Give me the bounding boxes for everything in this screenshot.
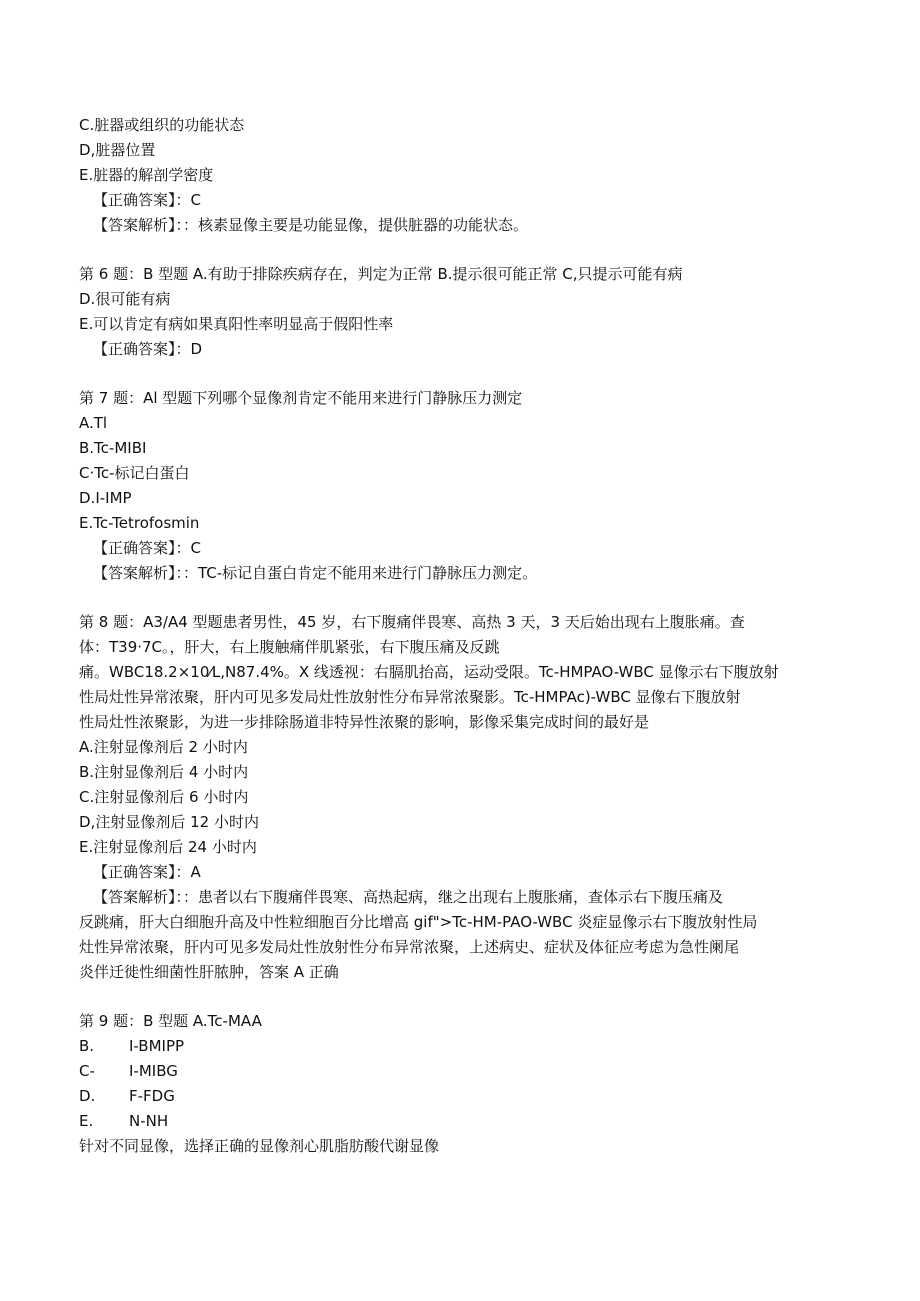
question-title: 第 6 题：B 型题 A.有助于排除疾病存在，判定为正常 B.提示很可能正常 C,只提示可能有病 <box>79 265 683 283</box>
option-key: C- <box>79 1062 95 1080</box>
spacer <box>79 985 849 1009</box>
correct-answer: 【正确答案】：C <box>93 191 201 209</box>
spacer <box>79 362 849 386</box>
option-line: B.Tc-MIBI <box>79 439 147 457</box>
option-line: D.很可能有病 <box>79 290 171 308</box>
option-text: I-BMIPP <box>129 1037 185 1055</box>
question-7 <box>79 386 849 586</box>
option-key: E. <box>79 1112 94 1130</box>
answer-explanation: 【答案解析】：：TC-标记自蛋白肯定不能用来进行门静脉压力测定。 <box>93 564 538 582</box>
question-stem: 针对不同显像，选择正确的显像剂心肌脂肪酸代谢显像 <box>79 1137 440 1155</box>
question-text: 性局灶性浓聚影，为进一步排除肠道非特异性浓聚的影响，影像采集完成时间的最好是 <box>79 713 650 731</box>
answer-explanation: 反跳痛，肝大白细胞升高及中性粒细胞百分比增高 gif">Tc-HM-PAO-WBC 炎症显像示右下腹放射性局 <box>79 913 758 931</box>
option-key: B. <box>79 1037 95 1055</box>
question-text: 痛。WBC18.2×10⁄L,N87.4%。X 线透视：右膈肌抬高，运动受限。Tc-HMPAO-WBC 显像示右下腹放射 <box>79 663 779 681</box>
question-text: 体：T39·7C。，肝大，右上腹触痛伴肌紧张，右下腹压痛及反跳 <box>79 638 500 656</box>
question-8 <box>79 610 849 985</box>
option-line: E.注射显像剂后 24 小时内 <box>79 838 257 856</box>
option-text: N-NH <box>129 1112 169 1130</box>
answer-explanation: 【答案解析】：：患者以右下腹痛伴畏寒、高热起病，继之出现右上腹胀痛，查体示右下腹压痛及 <box>93 888 724 906</box>
option-line: E.脏器的解剖学密度 <box>79 166 214 184</box>
question-5-tail <box>79 113 849 238</box>
option-line: A.注射显像剂后 2 小时内 <box>79 738 248 756</box>
option-line: C.注射显像剂后 6 小时内 <box>79 788 249 806</box>
option-row <box>79 1109 849 1134</box>
option-row <box>79 1059 849 1084</box>
correct-answer: 【正确答案】：A <box>93 863 201 881</box>
question-6 <box>79 262 849 362</box>
document-page <box>79 113 849 1159</box>
answer-explanation: 灶性异常浓聚，肝内可见多发局灶性放射性分布异常浓聚，上述病史、症状及体征应考虑为急性阑尾 <box>79 938 740 956</box>
question-title: 第 9 题：B 型题 A.Tc-MAA <box>79 1012 262 1030</box>
option-line: E.Tc-Tetrofosmin <box>79 514 200 532</box>
option-line: D,脏器位置 <box>79 141 156 159</box>
option-line: B.注射显像剂后 4 小时内 <box>79 763 249 781</box>
option-row <box>79 1084 849 1109</box>
option-text: I-MIBG <box>129 1062 178 1080</box>
spacer <box>79 238 849 262</box>
spacer <box>79 586 849 610</box>
option-line: C·Tc-标记白蛋白 <box>79 464 190 482</box>
option-line: C.脏器或组织的功能状态 <box>79 116 245 134</box>
answer-explanation: 炎伴迁徙性细菌性肝脓肿，答案 A 正确 <box>79 963 339 981</box>
answer-explanation: 【答案解析】：：核素显像主要是功能显像，提供脏器的功能状态。 <box>93 216 529 234</box>
option-line: D,注射显像剂后 12 小时内 <box>79 813 259 831</box>
option-line: A.Tl <box>79 414 108 432</box>
option-key: D. <box>79 1087 96 1105</box>
question-title: 第 7 题：Al 型题下列哪个显像剂肯定不能用来进行门静脉压力测定 <box>79 389 523 407</box>
option-line: E.可以肯定有病如果真阳性率明显高于假阳性率 <box>79 315 394 333</box>
question-9 <box>79 1009 849 1159</box>
option-text: F-FDG <box>129 1087 175 1105</box>
option-line: D.I-IMP <box>79 489 132 507</box>
correct-answer: 【正确答案】：D <box>93 340 203 358</box>
option-row <box>79 1034 849 1059</box>
question-text: 性局灶性异常浓聚，肝内可见多发局灶性放射性分布异常浓聚影。Tc-HMPAc)-WBC 显像右下腹放射 <box>79 688 741 706</box>
question-title: 第 8 题：A3/A4 型题患者男性，45 岁，右下腹痛伴畏寒、高热 3 天，3 天后始出现右上腹胀痛。查 <box>79 613 745 631</box>
correct-answer: 【正确答案】：C <box>93 539 201 557</box>
